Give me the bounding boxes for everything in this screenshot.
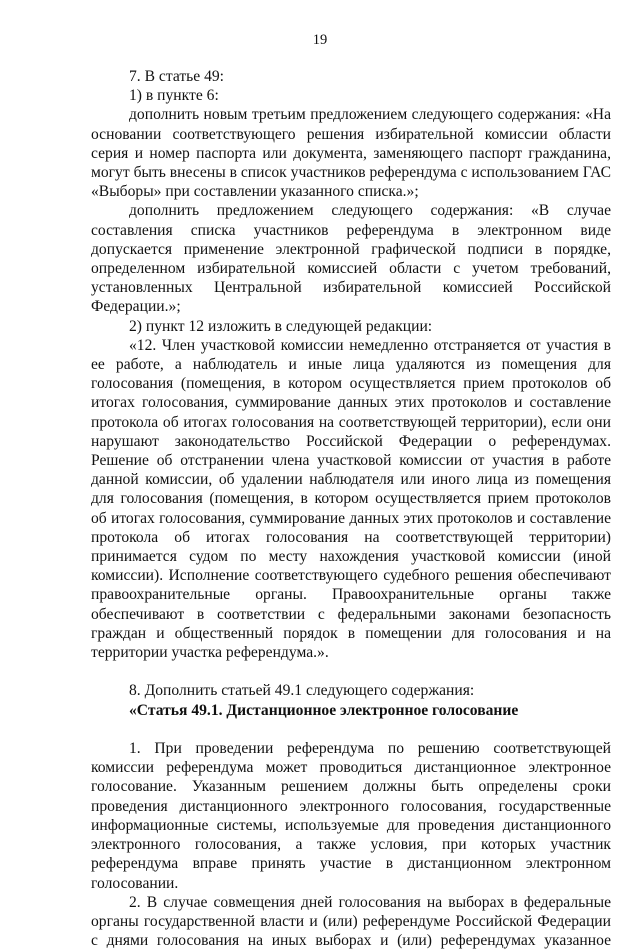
spacer [91, 662, 611, 681]
document-body [91, 67, 611, 950]
paragraph-add-third-sentence: дополнить новым третьим предложением следующего содержания: «На основании соответствующего решения избирательной комиссии области серия и номер паспорта или документа, заменяющего паспорт гражданина, могут быть внесены в список участников референдума с использованием ГАС «Выборы» при составлении указанного списка.»; [91, 106, 612, 201]
item-1-intro: 1) в пункте 6: [129, 87, 219, 105]
page-number: 19 [312, 32, 328, 48]
section-8-intro: 8. Дополнить статьей 49.1 следующего содержания: [129, 682, 475, 700]
section-7-intro: 7. В статье 49: [129, 68, 225, 85]
paragraph-point-12: «12. Член участковой комиссии немедленно отстраняется от участия в ее работе, а наблюдатель и иные лица удаляются из помещения для голосования (помещения, в котором осуществляется прием протоколов об итогах голосования, суммирование данных этих протоколов и составление протокола об итогах голосования на соответствующей территории), если они нарушают законодательство Российской Федерации о референдумах. Решение об отстранении члена участковой комиссии от участия в работе данной комиссии, об удалении наблюдателя или иного лица из помещения для голосования (помещения, в котором осуществляется прием протоколов об итогах голосования, суммирование данных этих протоколов и составление протокола об итогах голосования на соответствующей территории) принимается судом по месту нахождения участковой комиссии (иной комиссии). Исполнение соответствующего судебного решения обеспечивают правоохранительные органы. Правоохранительные органы также обеспечивают в соответствии с федеральными законами безопасность граждан и общественный порядок в помещении для голосования и на территории участка референдума.». [91, 336, 611, 662]
spacer [91, 720, 611, 739]
article-49-1-point-1: 1. При проведении референдума по решению соответствующей комиссии референдума может проводиться дистанционное электронное голосование. Указанным решением должны быть определены сроки проведения дистанционного электронного голосования, государственные информационные системы, используемые для проведения дистанционного электронного голосования, а также условия, при которых участник референдума вправе принять участие в дистанционном электронном голосовании. [91, 740, 611, 892]
paragraph-add-sentence: дополнить предложением следующего содержания: «В случае составления списка участников референдума в электронном виде допускается применение электронной графической подписи в порядке, определенном избирательной комиссией области с учетом требований, установленных Центральной избирательной комиссией Российской Федерации.»; [91, 202, 611, 316]
article-49-1-point-2: 2. В случае совмещения дней голосования на выборах в федеральные органы государственной власти и (или) референдуме Российской Федерации с днями голосования на иных выборах и (или) референдумах указанное [91, 893, 611, 950]
article-49-1-heading: «Статья 49.1. Дистанционное электронное голосование [129, 701, 519, 719]
item-2-intro: 2) пункт 12 изложить в следующей редакции: [129, 317, 433, 335]
